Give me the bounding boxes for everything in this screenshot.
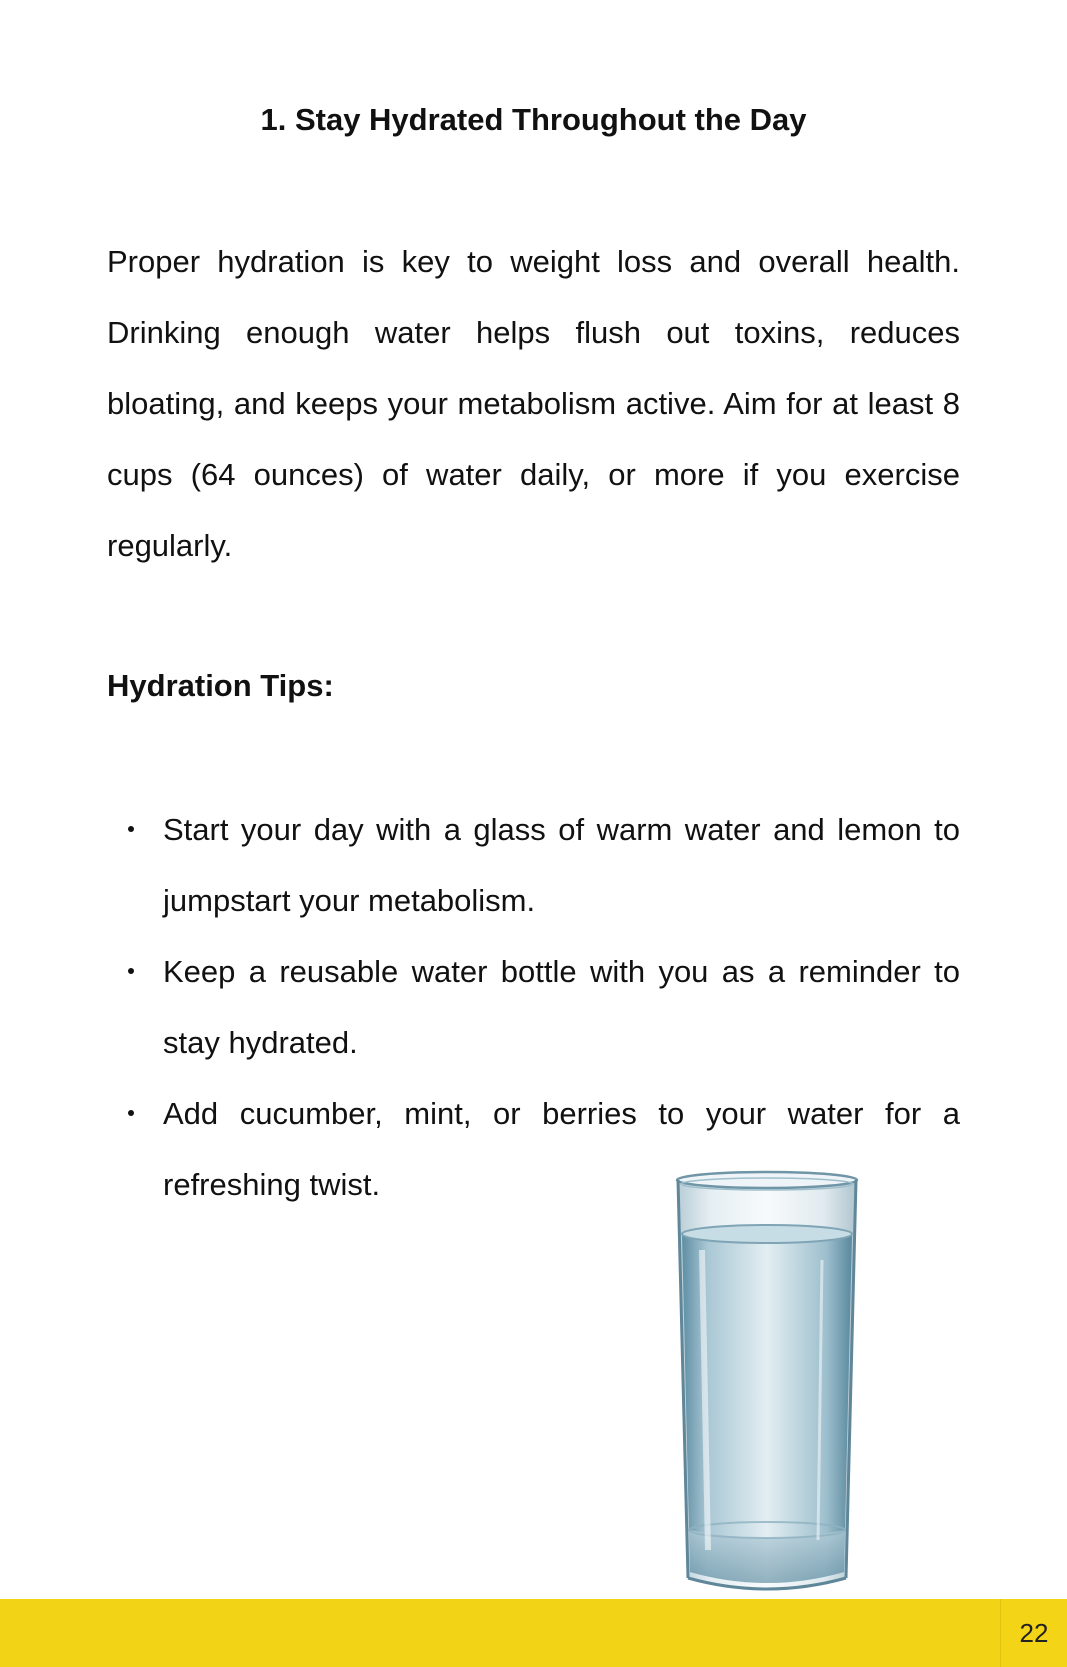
tips-heading: Hydration Tips: [107, 668, 334, 703]
tips-list [163, 794, 960, 1220]
bullet-icon [128, 968, 134, 974]
tip-text: Start your day with a glass of warm water and lemon to jumpstart your metabolism. [163, 812, 960, 918]
tip-text: Add cucumber, mint, or berries to your water for a refreshing twist. [163, 1096, 960, 1202]
bullet-icon [128, 1110, 134, 1116]
footer-bar [0, 1599, 1067, 1667]
list-item [163, 794, 960, 936]
water-glass-icon [672, 1170, 862, 1600]
tip-text: Keep a reusable water bottle with you as a reminder to stay hydrated. [163, 954, 960, 1060]
section-heading: 1. Stay Hydrated Throughout the Day [260, 102, 807, 137]
intro-paragraph: Proper hydration is key to weight loss and overall health. Drinking enough water helps flush out toxins, reduces bloating, and keeps your metabolism active. Aim for at least 8 cups (64 ounces) of water daily, or more if you exercise regularly. [107, 244, 960, 563]
bullet-icon [128, 826, 134, 832]
page-number: 22 [1000, 1599, 1067, 1667]
list-item [163, 936, 960, 1078]
